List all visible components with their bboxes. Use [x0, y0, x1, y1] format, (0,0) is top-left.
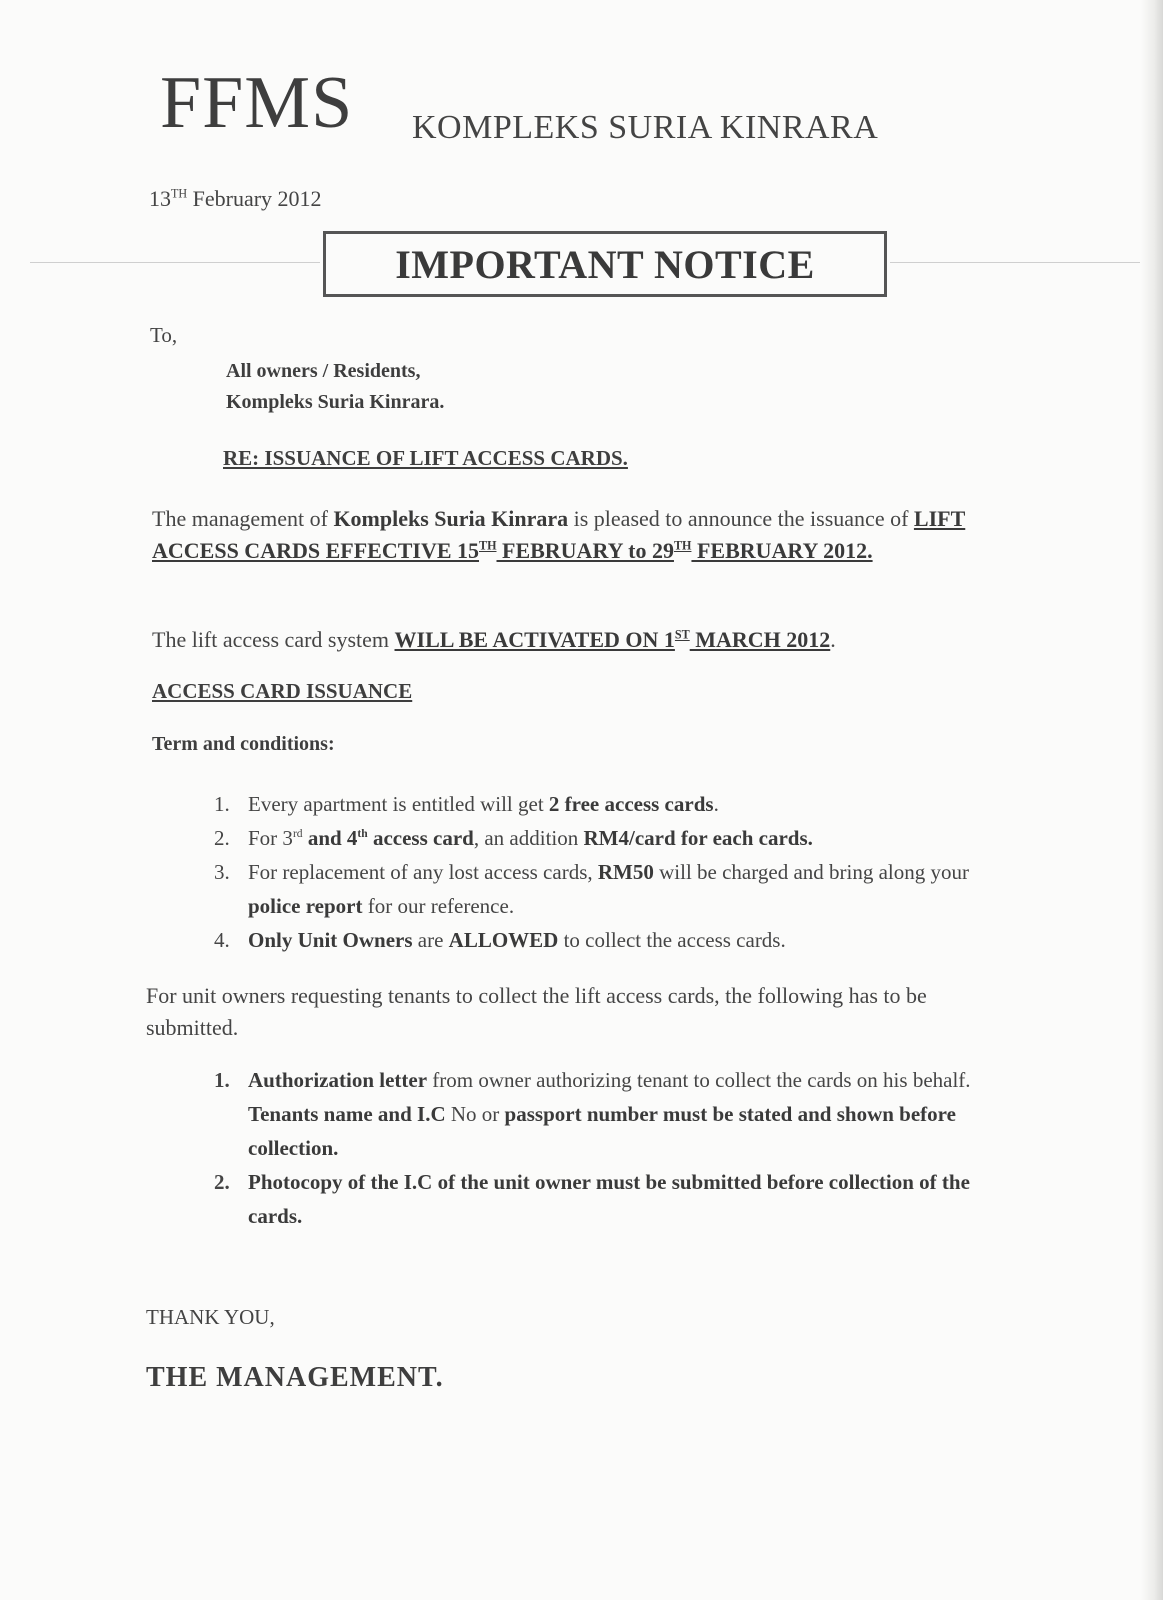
addressee-line-2: Kompleks Suria Kinrara.	[226, 391, 445, 413]
announcement-paragraph: The management of Kompleks Suria Kinrara is pleased to announce the issuance of LIFT ACCESS CARDS EFFECTIVE 15TH FEBRUARY to 29TH FEBRUARY 2012.	[152, 506, 966, 563]
notice-title: IMPORTANT NOTICE	[395, 241, 815, 287]
brand-logo-text: FFMS	[160, 62, 354, 144]
addressee-block	[226, 356, 444, 418]
signature: THE MANAGEMENT.	[146, 1362, 444, 1393]
terms-item: 2. For 3rd and 4th access card, an addition RM4/card for each cards.	[214, 826, 813, 850]
important-notice-box	[323, 231, 887, 297]
divider-left	[30, 262, 320, 263]
terms-heading: Term and conditions:	[152, 733, 335, 755]
page-edge-shadow	[1141, 0, 1163, 1600]
requirements-list	[214, 1063, 994, 1233]
property-name: KOMPLEKS SURIA KINRARA	[412, 109, 879, 146]
terms-list	[214, 787, 994, 957]
subject-line: RE: ISSUANCE OF LIFT ACCESS CARDS.	[223, 446, 628, 470]
requirements-item: 1. Authorization letter from owner authorizing tenant to collect the cards on his behalf. Tenants name and I.C No or passport number must be stated and shown before collection.	[214, 1068, 971, 1160]
terms-item: 1. Every apartment is entitled will get 2 free access cards.	[214, 792, 719, 816]
activation-paragraph: The lift access card system WILL BE ACTIVATED ON 1ST MARCH 2012.	[152, 627, 836, 652]
addressee-line-1: All owners / Residents,	[226, 360, 421, 382]
addressee-to: To,	[150, 323, 178, 347]
notice-date: 13TH February 2012	[149, 186, 322, 211]
closing-thanks: THANK YOU,	[146, 1305, 275, 1329]
terms-item: 3. For replacement of any lost access cards, RM50 will be charged and bring along your police report for our reference.	[214, 860, 969, 918]
divider-right	[890, 262, 1140, 263]
section-heading: ACCESS CARD ISSUANCE	[152, 679, 413, 703]
terms-item: 4. Only Unit Owners are ALLOWED to collect the access cards.	[214, 928, 786, 952]
tenant-paragraph: For unit owners requesting tenants to collect the lift access cards, the following has to be submitted.	[146, 983, 927, 1040]
requirements-item: 2. Photocopy of the I.C of the unit owner must be submitted before collection of the cards.	[214, 1170, 970, 1228]
